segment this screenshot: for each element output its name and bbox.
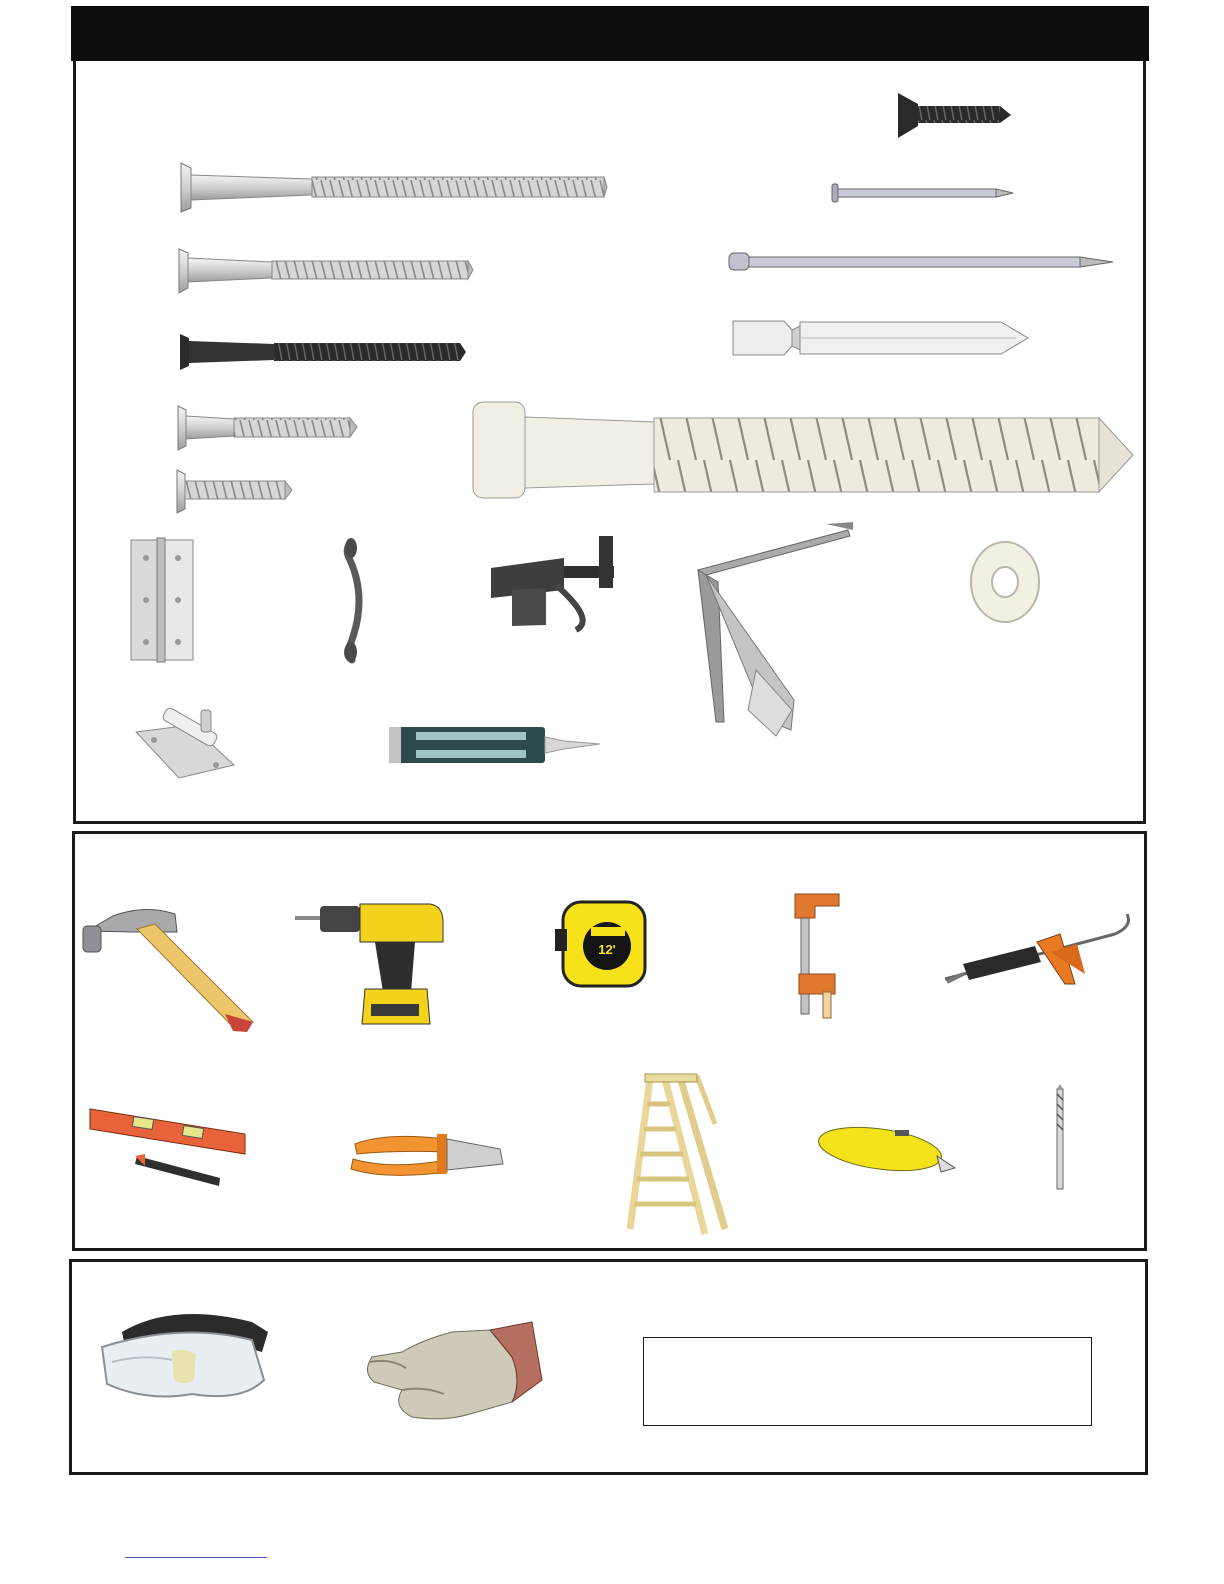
- step-ladder-icon: [630, 1074, 725, 1234]
- spirit-level-icon: [90, 1109, 245, 1186]
- drill-bit-icon: [1057, 1084, 1063, 1189]
- small-wood-screw-icon: [177, 470, 292, 513]
- drywall-screw-icon: [898, 93, 1011, 138]
- tape-measure-icon: [555, 902, 645, 986]
- lag-screw-icon: [473, 402, 1133, 498]
- black-screw-icon: [180, 334, 466, 370]
- cordless-drill-icon: [295, 904, 443, 1024]
- hammer-icon: [83, 909, 253, 1032]
- short-wood-screw-icon: [178, 406, 357, 450]
- sealant-tube-icon: [389, 727, 600, 763]
- safety-panel: [69, 1259, 1148, 1475]
- svg-text:12': 12': [598, 942, 616, 957]
- header-bar: [71, 6, 1149, 61]
- corner-bracket-icon: [698, 522, 853, 736]
- tools-artwork: [75, 834, 1150, 1254]
- long-nail-icon: [729, 253, 1113, 270]
- hinge-icon: [131, 538, 193, 662]
- washer-icon: [971, 542, 1039, 622]
- driver-bit-icon: [733, 321, 1028, 355]
- hardware-panel: [73, 60, 1146, 824]
- long-wood-screw-icon: [181, 163, 607, 212]
- utility-knife-icon: [816, 1121, 955, 1178]
- caulking-gun-icon: [945, 914, 1129, 984]
- hardware-artwork: [76, 60, 1149, 824]
- gate-latch-icon: [491, 536, 614, 630]
- tools-panel: [72, 831, 1147, 1251]
- handle-icon: [345, 538, 359, 662]
- barrel-bolt-icon: [136, 706, 234, 778]
- note-box: [643, 1337, 1092, 1426]
- small-nail-icon: [832, 184, 1013, 202]
- medium-wood-screw-icon: [179, 249, 473, 293]
- footer-link[interactable]: [125, 1557, 267, 1558]
- pliers-icon: [351, 1134, 503, 1175]
- safety-goggles-icon: [102, 1314, 268, 1396]
- work-glove-icon: [367, 1322, 542, 1419]
- bar-clamp-icon: [795, 894, 839, 1018]
